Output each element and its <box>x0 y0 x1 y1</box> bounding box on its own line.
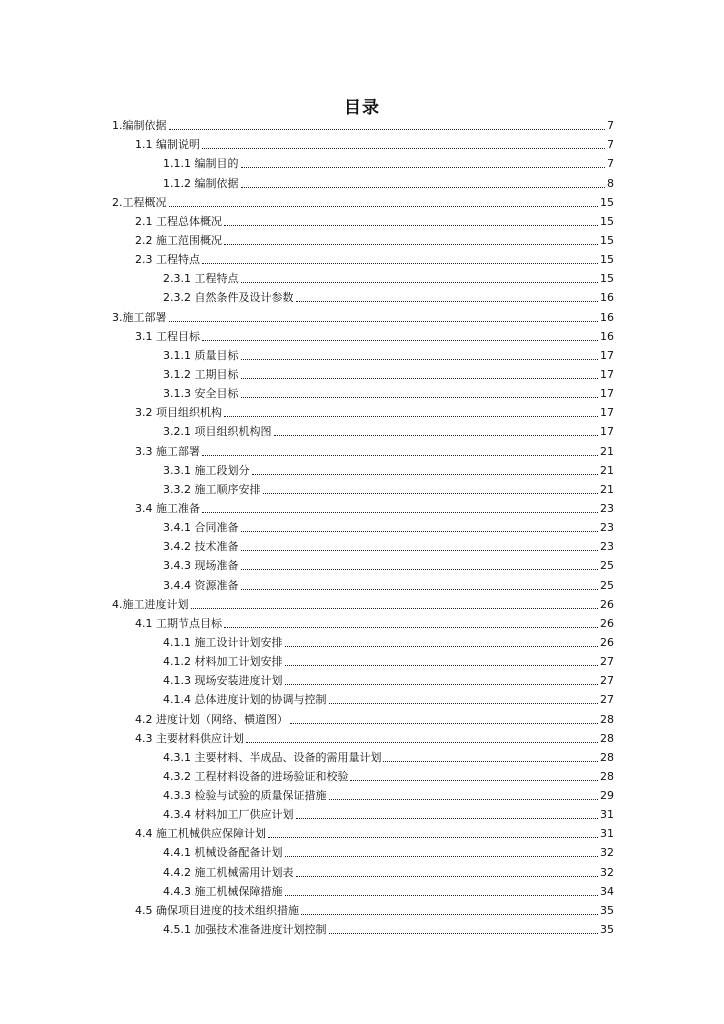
toc-entry-page-number: 17 <box>600 348 614 362</box>
toc-entry[interactable] <box>112 191 614 210</box>
toc-title: 目录 <box>344 98 380 118</box>
toc-entry-label: 4.3.4 材料加工厂供应计划 <box>163 808 294 822</box>
dot-leader <box>202 148 605 149</box>
toc-entry-label: 4.3.2 工程材料设备的进场验证和校验 <box>163 769 349 783</box>
dot-leader <box>202 263 598 264</box>
dot-leader <box>296 876 599 877</box>
toc-entry-label: 2.3.2 自然条件及设计参数 <box>163 291 294 305</box>
toc-entry[interactable] <box>112 210 614 229</box>
toc-entry-page-number: 32 <box>600 846 614 860</box>
dot-leader <box>224 225 598 226</box>
toc-entry-label: 4.2 进度计划（网络、横道图） <box>135 712 288 726</box>
dot-leader <box>241 378 599 379</box>
dot-leader <box>241 550 599 551</box>
toc-entry-page-number: 15 <box>600 253 614 267</box>
toc-entry-page-number: 26 <box>600 635 614 649</box>
toc-entry-page-number: 17 <box>600 387 614 401</box>
toc-entry-label: 4.1.3 现场安装进度计划 <box>163 674 283 688</box>
toc-entry-page-number: 25 <box>600 559 614 573</box>
toc-entry-page-number: 35 <box>600 923 614 937</box>
dot-leader <box>241 187 606 188</box>
toc-entry-label: 4.1.2 材料加工计划安排 <box>163 655 283 669</box>
dot-leader <box>224 244 598 245</box>
toc-entry-page-number: 34 <box>600 884 614 898</box>
toc-entry-label: 4.1 工期节点目标 <box>135 616 222 630</box>
dot-leader <box>224 416 598 417</box>
toc-entry[interactable] <box>112 439 614 458</box>
toc-entry-label: 4.3 主要材料供应计划 <box>135 731 244 745</box>
toc-entry-label: 2.3 工程特点 <box>135 253 200 267</box>
toc-entry-label: 3.3.1 施工段划分 <box>163 463 250 477</box>
toc-entry-label: 3.2.1 项目组织机构图 <box>163 425 272 439</box>
toc-entry[interactable] <box>112 554 614 573</box>
toc-entry-page-number: 27 <box>600 693 614 707</box>
toc-entry-page-number: 15 <box>600 195 614 209</box>
toc-entry-page-number: 23 <box>600 521 614 535</box>
toc-entry-label: 4.3.3 检验与试验的质量保证措施 <box>163 789 327 803</box>
dot-leader <box>241 397 599 398</box>
toc-entry-page-number: 16 <box>600 291 614 305</box>
toc-entry-label: 4.5.1 加强技术准备进度计划控制 <box>163 923 327 937</box>
toc-entry[interactable] <box>112 516 614 535</box>
dot-leader <box>191 608 599 609</box>
toc-entry-label: 1.1 编制说明 <box>135 138 200 152</box>
toc-entry[interactable] <box>112 171 614 190</box>
dot-leader <box>296 301 599 302</box>
toc-entry-page-number: 27 <box>600 655 614 669</box>
toc-entry-page-number: 17 <box>600 406 614 420</box>
toc-entry-page-number: 35 <box>600 903 614 917</box>
toc-entry-page-number: 28 <box>600 769 614 783</box>
toc-entry[interactable] <box>112 344 614 363</box>
dot-leader <box>285 665 599 666</box>
toc-entry-label: 4.3.1 主要材料、半成品、设备的需用量计划 <box>163 750 382 764</box>
toc-entry-label: 1.1.2 编制依据 <box>163 176 239 190</box>
dot-leader <box>274 435 599 436</box>
toc-entry-page-number: 31 <box>600 827 614 841</box>
toc-entry-page-number: 28 <box>600 712 614 726</box>
toc-entry-label: 4.4.3 施工机械保障措施 <box>163 884 283 898</box>
dot-leader <box>241 282 599 283</box>
dot-leader <box>241 531 599 532</box>
dot-leader <box>241 167 606 168</box>
toc-entry-label: 3.施工部署 <box>112 310 167 324</box>
toc-entry-label: 3.4.2 技术准备 <box>163 540 239 554</box>
toc-entry-page-number: 8 <box>607 176 614 190</box>
toc-entry[interactable] <box>112 152 614 171</box>
toc-entry[interactable] <box>112 860 614 879</box>
toc-entry-label: 3.1 工程目标 <box>135 329 200 343</box>
toc-entry[interactable] <box>112 535 614 554</box>
table-of-contents <box>112 114 614 937</box>
toc-entry-page-number: 29 <box>600 789 614 803</box>
dot-leader <box>285 895 599 896</box>
toc-entry-label: 3.2 项目组织机构 <box>135 406 222 420</box>
dot-leader <box>169 129 606 130</box>
toc-entry[interactable] <box>112 420 614 439</box>
dot-leader <box>329 799 599 800</box>
dot-leader <box>202 455 598 456</box>
dot-leader <box>202 340 598 341</box>
toc-entry[interactable] <box>112 899 614 918</box>
toc-entry-label: 3.3.2 施工顺序安排 <box>163 482 261 496</box>
dot-leader <box>285 684 599 685</box>
dot-leader <box>202 512 598 513</box>
toc-entry-page-number: 15 <box>600 272 614 286</box>
toc-entry-label: 4.4 施工机械供应保障计划 <box>135 827 266 841</box>
toc-entry[interactable] <box>112 880 614 899</box>
toc-entry[interactable] <box>112 707 614 726</box>
dot-leader <box>301 914 598 915</box>
toc-entry-label: 4.1.4 总体进度计划的协调与控制 <box>163 693 327 707</box>
toc-entry-label: 3.1.3 安全目标 <box>163 387 239 401</box>
dot-leader <box>169 321 599 322</box>
toc-entry-label: 2.3.1 工程特点 <box>163 272 239 286</box>
toc-entry[interactable] <box>112 267 614 286</box>
dot-leader <box>246 742 598 743</box>
dot-leader <box>263 493 599 494</box>
dot-leader <box>169 206 599 207</box>
toc-entry-label: 3.4.3 现场准备 <box>163 559 239 573</box>
toc-entry[interactable] <box>112 784 614 803</box>
dot-leader <box>241 569 599 570</box>
dot-leader <box>241 589 599 590</box>
dot-leader <box>350 780 598 781</box>
toc-entry[interactable] <box>112 305 614 324</box>
toc-entry-label: 1.编制依据 <box>112 119 167 133</box>
toc-entry[interactable] <box>112 478 614 497</box>
toc-entry-page-number: 31 <box>600 808 614 822</box>
toc-entry[interactable] <box>112 669 614 688</box>
toc-entry-page-number: 7 <box>607 119 614 133</box>
dot-leader <box>285 646 599 647</box>
toc-entry[interactable] <box>112 765 614 784</box>
dot-leader <box>329 703 599 704</box>
dot-leader <box>252 474 599 475</box>
toc-entry-page-number: 7 <box>607 157 614 171</box>
toc-entry-label: 4.5 确保项目进度的技术组织措施 <box>135 903 299 917</box>
toc-entry[interactable] <box>112 133 614 152</box>
toc-entry[interactable] <box>112 593 614 612</box>
toc-entry-label: 4.4.2 施工机械需用计划表 <box>163 865 294 879</box>
toc-entry-page-number: 28 <box>600 731 614 745</box>
toc-entry-label: 2.2 施工范围概况 <box>135 233 222 247</box>
toc-entry-page-number: 16 <box>600 310 614 324</box>
toc-entry-page-number: 21 <box>600 463 614 477</box>
toc-entry-label: 4.施工进度计划 <box>112 597 189 611</box>
toc-entry-page-number: 21 <box>600 444 614 458</box>
toc-entry-label: 3.1.2 工期目标 <box>163 367 239 381</box>
dot-leader <box>383 761 598 762</box>
toc-entry-page-number: 26 <box>600 616 614 630</box>
toc-entry-page-number: 16 <box>600 329 614 343</box>
toc-entry-page-number: 23 <box>600 501 614 515</box>
toc-entry[interactable] <box>112 841 614 860</box>
toc-entry-page-number: 32 <box>600 865 614 879</box>
toc-entry[interactable] <box>112 459 614 478</box>
toc-entry-page-number: 15 <box>600 233 614 247</box>
toc-entry-label: 2.工程概况 <box>112 195 167 209</box>
dot-leader <box>268 837 598 838</box>
toc-entry-label: 1.1.1 编制目的 <box>163 157 239 171</box>
toc-entry[interactable] <box>112 363 614 382</box>
toc-entry-page-number: 27 <box>600 674 614 688</box>
toc-entry-page-number: 21 <box>600 482 614 496</box>
toc-entry[interactable] <box>112 573 614 592</box>
toc-entry-page-number: 7 <box>607 138 614 152</box>
toc-entry-page-number: 26 <box>600 597 614 611</box>
toc-entry-page-number: 15 <box>600 214 614 228</box>
dot-leader <box>329 933 599 934</box>
toc-entry-label: 4.1.1 施工设计计划安排 <box>163 635 283 649</box>
toc-entry[interactable] <box>112 612 614 631</box>
toc-entry-page-number: 17 <box>600 367 614 381</box>
toc-entry-label: 3.4.4 资源准备 <box>163 578 239 592</box>
dot-leader <box>296 818 599 819</box>
toc-entry-label: 2.1 工程总体概况 <box>135 214 222 228</box>
toc-entry-page-number: 25 <box>600 578 614 592</box>
toc-entry[interactable] <box>112 631 614 650</box>
toc-entry[interactable] <box>112 497 614 516</box>
toc-entry-page-number: 28 <box>600 750 614 764</box>
toc-entry-label: 3.1.1 质量目标 <box>163 348 239 362</box>
toc-entry[interactable] <box>112 325 614 344</box>
toc-entry-page-number: 23 <box>600 540 614 554</box>
toc-entry-label: 3.4 施工准备 <box>135 501 200 515</box>
toc-entry[interactable] <box>112 727 614 746</box>
toc-entry[interactable] <box>112 229 614 248</box>
toc-entry[interactable] <box>112 688 614 707</box>
toc-entry-label: 3.4.1 合同准备 <box>163 521 239 535</box>
toc-entry-page-number: 17 <box>600 425 614 439</box>
dot-leader <box>224 627 598 628</box>
toc-entry[interactable] <box>112 114 614 133</box>
dot-leader <box>241 359 599 360</box>
toc-entry[interactable] <box>112 286 614 305</box>
dot-leader <box>285 856 599 857</box>
toc-entry[interactable] <box>112 382 614 401</box>
toc-entry[interactable] <box>112 248 614 267</box>
toc-entry[interactable] <box>112 918 614 937</box>
dot-leader <box>290 723 598 724</box>
toc-entry[interactable] <box>112 401 614 420</box>
toc-entry[interactable] <box>112 650 614 669</box>
toc-entry-label: 4.4.1 机械设备配备计划 <box>163 846 283 860</box>
toc-entry[interactable] <box>112 746 614 765</box>
toc-entry[interactable] <box>112 822 614 841</box>
toc-entry-label: 3.3 施工部署 <box>135 444 200 458</box>
toc-entry[interactable] <box>112 803 614 822</box>
